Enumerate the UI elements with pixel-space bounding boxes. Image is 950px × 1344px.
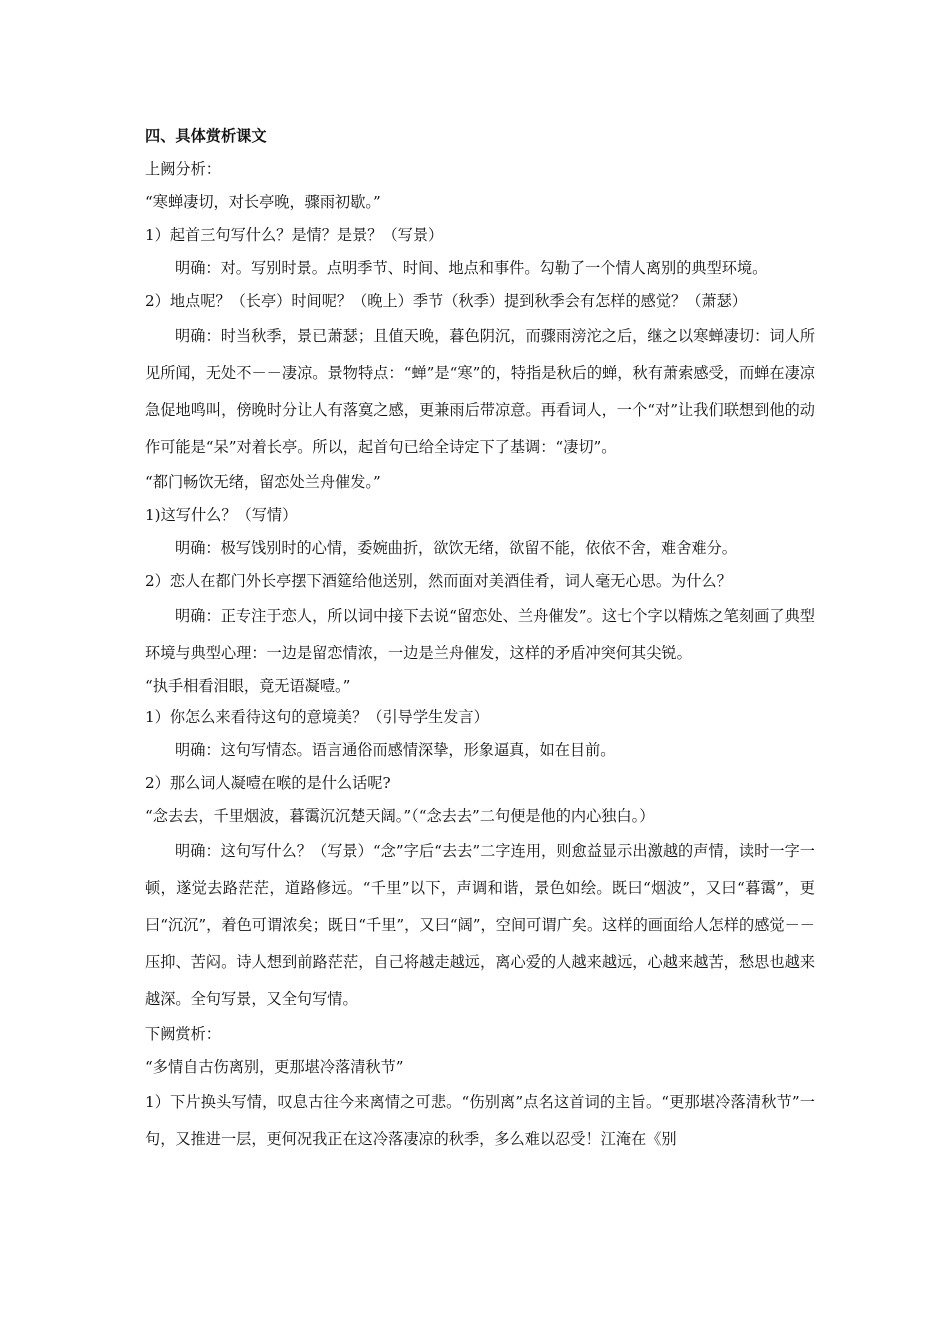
answer-line: 明确：对。写别时景。点明季节、时间、地点和事件。勾勒了一个情人离别的典型环境。 [175,259,768,277]
quote-line: “寒蝉凄切，对长亭晚，骤雨初歇。” [145,193,381,211]
quote-line: “都门畅饮无绪，留恋处兰舟催发。” [145,473,381,491]
question-line: 1）起首三句写什么？是情？是景？（写景） [145,226,444,244]
answer-paragraph: 明确：正专注于恋人，所以词中接下去说“留恋处、兰舟催发”。这七个字以精炼之笔刻画了典型环境与典型心理：一边是留恋情浓，一边是兰舟催发，这样的矛盾冲突何其尖锐。 [145,607,815,662]
question-line: 1）你怎么来看待这句的意境美？（引导学生发言） [145,708,489,726]
question-line: 2）恋人在都门外长亭摆下酒筵给他送别，然而面对美酒佳肴，词人毫无心思。为什么？ [145,572,732,590]
question-line: 1)这写什么？（写情） [145,506,298,524]
answer-paragraph: 明确：这句写什么？（写景）“念”字后“去去”二字连用，则愈益显示出激越的声情，读时一字一顿，遂觉去路茫茫，道路修远。“千里”以下，声调和谐，景色如绘。既曰“烟波”，又曰“暮霭”，更曰“沉沉”，着色可谓浓矣；既日“千里”，又曰“阔”，空间可谓广矣。这样的画面给人怎样的感觉－－压抑、苦闷。诗人想到前路茫茫，自己将越走越远，离心爱的人越来越远，心越来越苦，愁思也越来越深。全句写景，又全句写情。 [145,842,815,1008]
section-title: 四、具体赏析课文 [145,127,267,145]
answer-paragraph: 明确：时当秋季，景已萧瑟；且值天晚，暮色阴沉，而骤雨滂沱之后，继之以寒蝉凄切：词人所见所闻，无处不－－凄凉。景物特点：“蝉”是“寒”的，特指是秋后的蝉，秋有萧索感受，而蝉在凄凉急促地鸣叫，傍晚时分让人有落寞之感，更兼雨后带凉意。再看词人，一个“对”让我们联想到他的动作可能是“呆”对着长亭。所以，起首句已给全诗定下了基调：“凄切”。 [145,327,815,456]
question-line: 2）地点呢？（长亭）时间呢？（晚上）季节（秋季）提到秋季会有怎样的感觉？（萧瑟） [145,292,747,310]
question-line: 2）那么词人凝噎在喉的是什么话呢? [145,774,391,792]
answer-line: 明确：极写饯别时的心情，委婉曲折，欲饮无绪，欲留不能，依依不舍，难舍难分。 [175,539,737,557]
quote-line: “执手相看泪眼，竟无语凝噎。” [145,677,351,695]
quote-line: “念去去，千里烟波，暮霭沉沉楚天阔。”（“念去去”二句便是他的内心独白。） [145,807,655,825]
quote-line: “多情自古伤离别，更那堪冷落清秋节” [145,1058,404,1076]
answer-line: 明确：这句写情态。语言通俗而感情深挚，形象逼真，如在目前。 [175,741,616,759]
upper-stanza-label: 上阙分析： [145,160,221,178]
document-content [145,120,815,1158]
lower-stanza-label: 下阙赏析： [145,1025,221,1043]
answer-paragraph: 1）下片换头写情，叹息古往今来离情之可悲。“伤别离”点名这首词的主旨。“更那堪冷落清秋节”一句，又推进一层，更何况我正在这冷落凄凉的秋季，多么难以忍受！江淹在《别 [145,1093,815,1148]
